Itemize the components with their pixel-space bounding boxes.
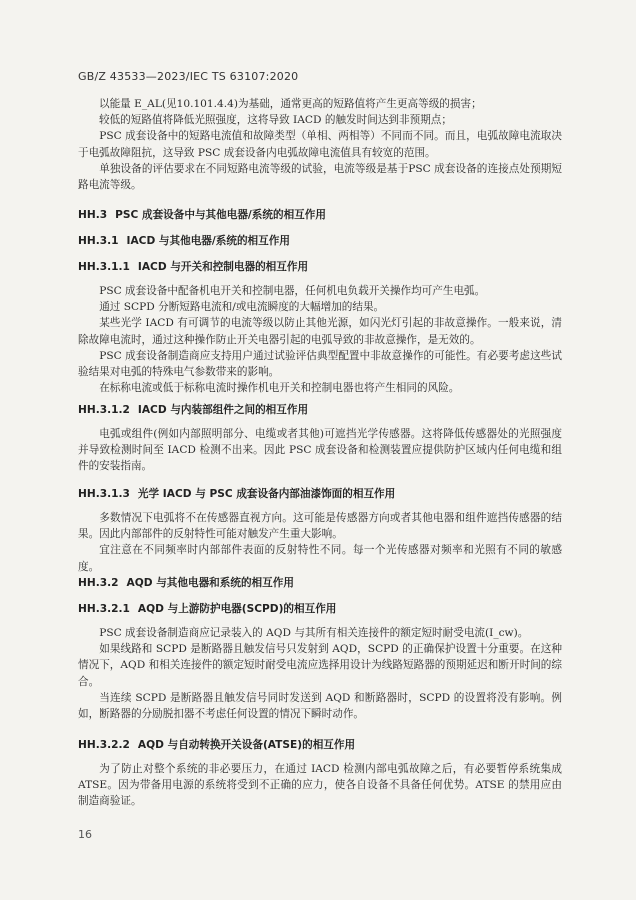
section-number: HH.3.2 [78,577,119,589]
section-heading [78,737,562,753]
document-code-header: GB/Z 43533—2023/IEC TS 63107:2020 [78,70,299,83]
section-number: HH.3.1.1 [78,261,130,273]
intro-line-1: 以能量 E_AL(见10.101.4.4)为基础，通常更高的短路值将产生更高等级的损害； [99,98,482,110]
section-hh322 [78,737,562,810]
paragraph: 多数情况下电弧将不在传感器直视方向。这可能是传感器方向或者其他电器和组件遮挡传感器的结果。因此内部部件的反射特性可能对触发产生重大影响。 [78,512,562,541]
intro-block [78,96,562,193]
section-number: HH.3.1.3 [78,488,130,500]
paragraph: 为了防止对整个系统的非必要压力，在通过 IACD 检测内部电弧故障之后，有必要暂停系统集成 ATSE。因为带备用电源的系统将受到不正确的应力，使各自设备不具备任何优势。ATSE 的禁用应由制造商验证。 [78,763,562,808]
section-number: HH.3.1 [78,235,119,247]
section-number: HH.3.2.2 [78,739,130,751]
section-title: PSC 成套设备中与其他电器/系统的相互作用 [115,209,326,221]
section-heading [78,233,562,249]
section-hh32 [78,575,562,591]
section-heading [78,207,562,223]
paragraph: 当连续 SCPD 是断路器且触发信号同时发送到 AQD 和断路器时，SCPD 的设置将没有影响。例如，断路器的分励脱扣器不考虑任何设置的情况下瞬时动作。 [78,691,562,721]
paragraph: 电弧或组件(例如内部照明部分、电缆或者其他)可遮挡光学传感器。这将降低传感器处的光照强度并导致检测时间至 IACD 检测不出来。因此 PSC 成套设备和检测装置应提供防护区域内任何电缆和组件的安装指南。 [78,428,562,473]
page-number: 16 [78,828,92,841]
section-title: AQD 与上游防护电器(SCPD)的相互作用 [137,603,337,615]
intro-paragraph-4: 单独设备的评估要求在不同短路电流等级的试验，电流等级是基于PSC 成套设备的连接点处预期短路电流等级。 [78,162,562,192]
section-title: AQD 与自动转换开关设备(ATSE)的相互作用 [137,739,356,751]
intro-paragraph-3: PSC 成套设备中的短路电流值和故障类型（单相、两相等）不同而不同。而且，电弧故障电流取决于电弧故障阻抗，这导致 PSC 成套设备内电弧故障电流值具有较宽的范围。 [78,130,562,159]
section-hh321 [78,601,562,722]
section-hh31 [78,233,562,249]
intro-line-2: 较低的短路值将降低光照强度，这将导致 IACD 的触发时间达到非预期点； [99,114,452,127]
section-heading [78,486,562,502]
section-hh312 [78,402,562,475]
section-title: AQD 与其他电器和系统的相互作用 [126,577,294,589]
section-title: IACD 与其他电器/系统的相互作用 [126,235,290,247]
section-title: IACD 与内装部组件之间的相互作用 [137,404,309,416]
section-heading [78,402,562,418]
section-heading [78,259,562,275]
paragraph: 如果线路和 SCPD 是断路器且触发信号只发射到 AQD，SCPD 的正确保护设置十分重要。在这种情况下，AQD 和相关连接件的额定短时耐受电流应选择用设计为线路短路器的预期延迟和断开时间的综合。 [78,643,562,688]
paragraph: 通过 SCPD 分断短路电流和/或电流瞬度的大幅增加的结果。 [99,301,385,314]
paragraph: PSC 成套设备中配备机电开关和控制电器，任何机电负载开关操作均可产生电弧。 [99,285,486,297]
section-title: IACD 与开关和控制电器的相互作用 [137,261,309,273]
paragraph: 某些光学 IACD 有可调节的电流等级以防止其他光源，如闪光灯引起的非故意操作。一般来说，清除故障电流时，通过这种操作防止开关电器引起的电弧导致的非故意操作，是无效的。 [78,317,562,346]
paragraph: PSC 成套设备制造商应支持用户通过试验评估典型配置中非故意操作的可能性。有必要考虑这些试验结果对电弧的特殊电气参数带来的影响。 [78,349,562,379]
section-hh311 [78,259,562,396]
section-number: HH.3.1.2 [78,404,130,416]
section-hh313 [78,486,562,575]
paragraph: 在标称电流或低于标称电流时操作机电开关和控制电器也将产生相同的风险。 [99,382,460,395]
section-number: HH.3.2.1 [78,603,130,615]
section-heading [78,575,562,591]
section-number: HH.3 [78,209,108,221]
paragraph: 宜注意在不同频率时内部部件表面的反射特性不同。每一个光传感器对频率和光照有不同的敏感度。 [78,544,562,573]
section-title: 光学 IACD 与 PSC 成套设备内部油漆饰面的相互作用 [137,488,396,500]
section-hh3 [78,207,562,223]
section-heading [78,601,562,617]
paragraph: PSC 成套设备制造商应记录装入的 AQD 与其所有相关连接件的额定短时耐受电流(I_cw)。 [99,627,529,639]
